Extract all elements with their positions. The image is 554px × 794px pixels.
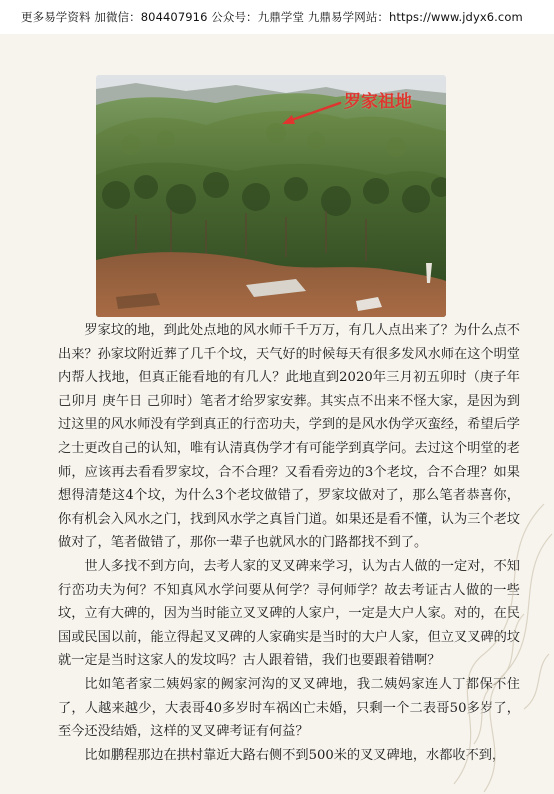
decorative-swirl-icon <box>374 494 554 794</box>
paragraph: 比如笔者家二姨妈家的阙家河沟的叉叉碑地，我二姨妈家连人丁都保不住了，人越来越少，大表哥40多岁时车祸凶亡未婚，只剩一个二表哥50多岁了，至今还没结婚，这样的叉叉碑考证有何益？ <box>58 676 520 740</box>
header-text: 更多易学资料 加微信：804407916 公众号：九鼎学堂 九鼎易学网站：https://www.jdyx6.com <box>21 10 523 24</box>
header-banner <box>0 0 554 34</box>
landscape-photo <box>96 75 446 317</box>
paragraph: 罗家坟的地，到此处点地的风水师千千万万，有几人点出来了？为什么点不出来？孙家坟附近葬了几千个坟，天气好的时候每天有很多发风水师在这个明堂内帮人找地，但真正能看地的有几人？此地直到2020年三月初五卯时（庚子年 己卯月 庚午日 己卯时）笔者才给罗家安葬。其实点不出来不怪大家，是因为到过这里的风水师没有学到真正的行峦功夫，学到的是风水伪学灭蛮经，希望后学之士更改自己的认知，唯有认清真伪学才有可能学到真学问。去过这个明堂的老师，应该再去看看罗家坟，合不合理？又看看旁边的3个老坟，合不合理？如果想得清楚这4个坟，为什么3个老坟做错了，罗家坟做对了，那么笔者恭喜你，你有机会入风水之门，找到风水学之真旨门道。如果还是看不懂，认为三个老坟做对了，笔者做错了，那你一辈子也就风水的门路都找不到了。 <box>58 323 520 551</box>
paragraph: 世人多找不到方向，去考人家的叉叉碑来学习，认为古人做的一定对，不知行峦功夫为何？不知真风水学问要从何学？寻何师学？故去考证古人做的一些坟，立有大碑的，因为当时能立叉叉碑的人家户，一定是大户人家。对的，在民国或民国以前，能立得起叉叉碑的人家确实是当时的大户人家，但立叉叉碑的坟就一定是当时这家人的发坟吗？古人跟着错，我们也要跟着错啊？ <box>58 558 520 669</box>
paragraph: 比如鹏程那边在拱村靠近大路右侧不到500米的叉叉碑地，水都收不到， <box>84 747 506 763</box>
photo-annotation-label: 罗家祖地 <box>344 92 412 112</box>
